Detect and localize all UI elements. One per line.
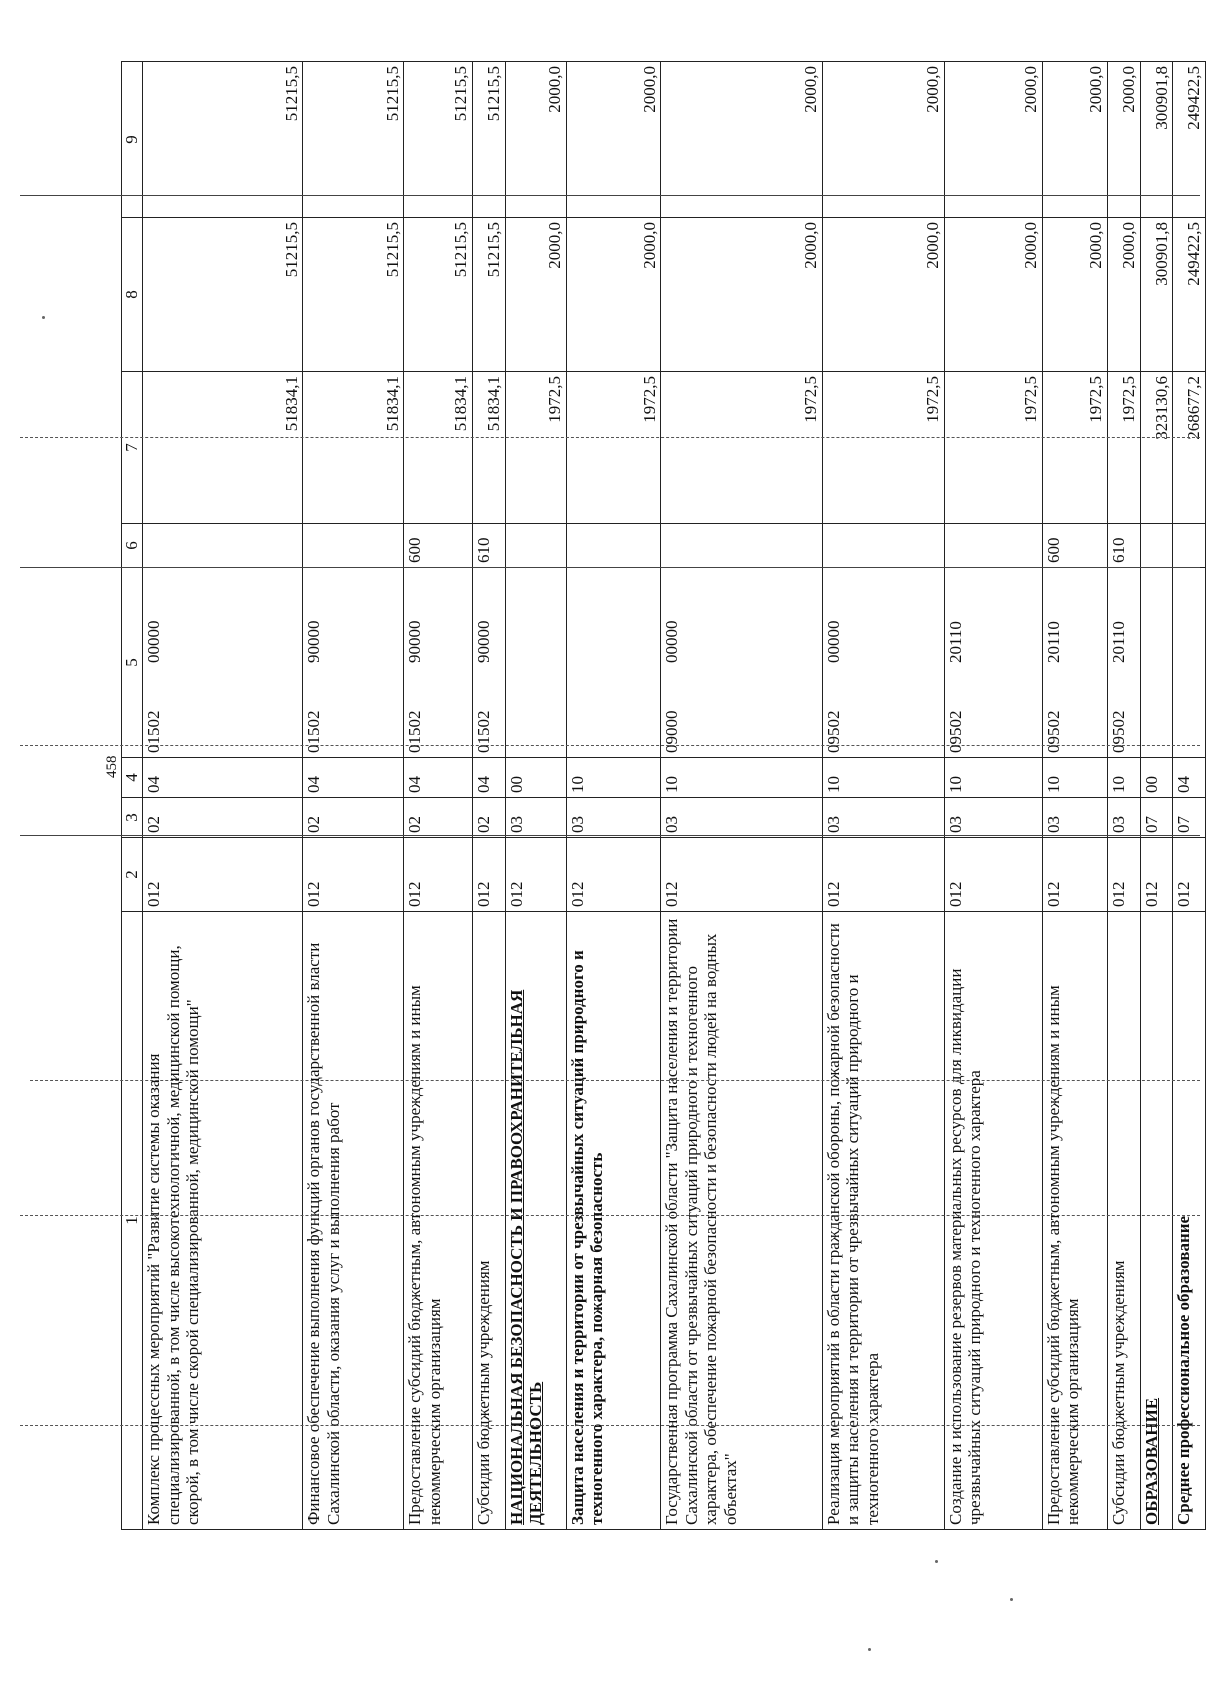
target-program-code: 01502 bbox=[304, 710, 324, 753]
cell-sum-year1: 1972,5 bbox=[566, 372, 661, 524]
scan-artifact-line bbox=[20, 567, 1200, 568]
table-row bbox=[566, 62, 661, 1530]
header-col-7: 7 bbox=[122, 372, 143, 524]
target-direction-code: 90000 bbox=[304, 620, 324, 663]
target-program-code: 01502 bbox=[144, 710, 163, 753]
target-direction-code: 20110 bbox=[945, 621, 965, 663]
cell-sum-year1: 1972,5 bbox=[822, 372, 944, 524]
cell-expense-type bbox=[944, 524, 1042, 568]
cell-sum-year3: 300901,8 bbox=[1140, 62, 1173, 218]
table-row bbox=[1107, 62, 1140, 1530]
cell-sum-year2: 2000,0 bbox=[505, 218, 566, 372]
cell-sum-year1: 1972,5 bbox=[505, 372, 566, 524]
cell-section: 02 bbox=[143, 798, 303, 838]
cell-expense-type bbox=[1173, 524, 1206, 568]
cell-sum-year1: 51834,1 bbox=[143, 372, 303, 524]
cell-target-article bbox=[1140, 568, 1173, 758]
target-program-code: 09000 bbox=[662, 710, 682, 753]
row-name: Субсидии бюджетным учреждениям bbox=[472, 912, 505, 1530]
header-col-6: 6 bbox=[122, 524, 143, 568]
cell-sum-year2: 2000,0 bbox=[1042, 218, 1107, 372]
table-row bbox=[505, 62, 566, 1530]
cell-sum-year3: 2000,0 bbox=[944, 62, 1042, 218]
cell-sum-year2: 2000,0 bbox=[566, 218, 661, 372]
cell-section: 07 bbox=[1140, 798, 1173, 838]
cell-section: 03 bbox=[1042, 798, 1107, 838]
cell-sum-year3: 51215,5 bbox=[404, 62, 473, 218]
cell-target-article bbox=[1042, 568, 1107, 758]
cell-target-article bbox=[404, 568, 473, 758]
table-row bbox=[1042, 62, 1107, 1530]
cell-sum-year1: 1972,5 bbox=[661, 372, 822, 524]
cell-sum-year1: 323130,6 bbox=[1140, 372, 1173, 524]
cell-section: 03 bbox=[944, 798, 1042, 838]
target-direction-code: 00000 bbox=[662, 620, 682, 663]
cell-target-article bbox=[303, 568, 404, 758]
target-program-code: 09502 bbox=[945, 710, 965, 753]
table-row bbox=[472, 62, 505, 1530]
cell-expense-type: 600 bbox=[404, 524, 473, 568]
cell-expense-type bbox=[1140, 524, 1173, 568]
cell-section: 03 bbox=[661, 798, 822, 838]
table-row bbox=[822, 62, 944, 1530]
cell-ministry: 012 bbox=[822, 838, 944, 912]
cell-sum-year1: 1972,5 bbox=[1107, 372, 1140, 524]
cell-subsection: 10 bbox=[944, 758, 1042, 798]
row-name: Комплекс процессных мероприятий "Развитие системы оказания специализированной, в том числе высокотехнологичной, медицинской помощи, скорой, в том числе скорой специализированной, медицинской помощи" bbox=[143, 912, 303, 1530]
scan-speck bbox=[868, 1648, 871, 1651]
scan-speck bbox=[1010, 1598, 1013, 1601]
row-name: Защита населения и территории от чрезвычайных ситуаций природного и техногенного характера, пожарная безопасность bbox=[566, 912, 661, 1530]
header-col-4: 4 bbox=[122, 758, 143, 798]
target-direction-code: 90000 bbox=[473, 620, 493, 663]
cell-expense-type bbox=[822, 524, 944, 568]
cell-expense-type bbox=[505, 524, 566, 568]
cell-target-article bbox=[944, 568, 1042, 758]
target-program-code: 01502 bbox=[405, 710, 425, 753]
page-number: 458 bbox=[104, 755, 120, 778]
table-row bbox=[944, 62, 1042, 1530]
cell-sum-year3: 2000,0 bbox=[566, 62, 661, 218]
cell-target-article bbox=[472, 568, 505, 758]
table-row bbox=[1140, 62, 1173, 1530]
cell-ministry: 012 bbox=[1042, 838, 1107, 912]
cell-sum-year3: 2000,0 bbox=[822, 62, 944, 218]
cell-subsection: 10 bbox=[1042, 758, 1107, 798]
row-name: Предоставление субсидий бюджетным, автономным учреждениям и иным некоммерческим организациям bbox=[1042, 912, 1107, 1530]
cell-subsection: 04 bbox=[303, 758, 404, 798]
cell-sum-year2: 51215,5 bbox=[143, 218, 303, 372]
cell-target-article bbox=[1173, 568, 1206, 758]
cell-subsection: 10 bbox=[1107, 758, 1140, 798]
cell-ministry: 012 bbox=[1107, 838, 1140, 912]
cell-sum-year2: 51215,5 bbox=[404, 218, 473, 372]
target-direction-code: 90000 bbox=[405, 620, 425, 663]
cell-sum-year3: 51215,5 bbox=[143, 62, 303, 218]
row-name: Субсидии бюджетным учреждениям bbox=[1107, 912, 1140, 1530]
cell-section: 07 bbox=[1173, 798, 1206, 838]
cell-section: 03 bbox=[822, 798, 944, 838]
target-direction-code: 00000 bbox=[144, 620, 163, 663]
row-name: Государственная программа Сахалинской области "Защита населения и территории Сахалинской области от чрезвычайных ситуаций природного и техногенного характера, обеспечение пожарной безопасности и безопасности людей на водных объектах" bbox=[661, 912, 822, 1530]
cell-sum-year3: 2000,0 bbox=[661, 62, 822, 218]
cell-sum-year1: 51834,1 bbox=[472, 372, 505, 524]
cell-sum-year2: 51215,5 bbox=[303, 218, 404, 372]
table-row bbox=[1173, 62, 1206, 1530]
header-col-3: 3 bbox=[122, 798, 143, 838]
table-row bbox=[143, 62, 303, 1530]
cell-section: 02 bbox=[404, 798, 473, 838]
cell-target-article bbox=[505, 568, 566, 758]
target-direction-code: 20110 bbox=[1043, 621, 1063, 663]
cell-target-article bbox=[822, 568, 944, 758]
cell-ministry: 012 bbox=[404, 838, 473, 912]
cell-expense-type: 600 bbox=[1042, 524, 1107, 568]
cell-ministry: 012 bbox=[472, 838, 505, 912]
cell-expense-type: 610 bbox=[1107, 524, 1140, 568]
cell-target-article bbox=[661, 568, 822, 758]
scan-artifact-line bbox=[20, 745, 1200, 746]
cell-sum-year1: 51834,1 bbox=[404, 372, 473, 524]
scan-artifact-line bbox=[20, 1425, 1200, 1426]
target-program-code: 09502 bbox=[1108, 710, 1128, 753]
cell-expense-type bbox=[566, 524, 661, 568]
cell-section: 03 bbox=[505, 798, 566, 838]
cell-sum-year2: 2000,0 bbox=[661, 218, 822, 372]
cell-sum-year1: 1972,5 bbox=[944, 372, 1042, 524]
cell-section: 03 bbox=[1107, 798, 1140, 838]
header-col-2: 2 bbox=[122, 838, 143, 912]
header-row bbox=[122, 62, 143, 1530]
cell-subsection: 00 bbox=[1140, 758, 1173, 798]
row-name: Предоставление субсидий бюджетным, автономным учреждениям и иным некоммерческим организациям bbox=[404, 912, 473, 1530]
cell-expense-type bbox=[661, 524, 822, 568]
cell-sum-year2: 300901,8 bbox=[1140, 218, 1173, 372]
table-row bbox=[303, 62, 404, 1530]
target-direction-code: 00000 bbox=[823, 620, 843, 663]
cell-sum-year3: 51215,5 bbox=[472, 62, 505, 218]
header-col-8: 8 bbox=[122, 218, 143, 372]
header-col-5: 5 bbox=[122, 568, 143, 758]
row-name: Финансовое обеспечение выполнения функций органов государственной власти Сахалинской области, оказания услуг и выполнения работ bbox=[303, 912, 404, 1530]
cell-section: 02 bbox=[472, 798, 505, 838]
cell-sum-year2: 2000,0 bbox=[822, 218, 944, 372]
scan-artifact-line bbox=[20, 195, 1200, 196]
target-program-code: 09502 bbox=[823, 710, 843, 753]
cell-subsection: 00 bbox=[505, 758, 566, 798]
target-program-code: 01502 bbox=[473, 710, 493, 753]
cell-sum-year3: 2000,0 bbox=[1042, 62, 1107, 218]
scan-artifact-line bbox=[20, 835, 1200, 836]
cell-sum-year3: 51215,5 bbox=[303, 62, 404, 218]
cell-ministry: 012 bbox=[944, 838, 1042, 912]
cell-ministry: 012 bbox=[505, 838, 566, 912]
target-direction-code: 20110 bbox=[1108, 621, 1128, 663]
cell-ministry: 012 bbox=[566, 838, 661, 912]
cell-section: 03 bbox=[566, 798, 661, 838]
row-name: Создание и использование резервов материальных ресурсов для ликвидации чрезвычайных ситуаций природного и техногенного характера bbox=[944, 912, 1042, 1530]
cell-sum-year3: 2000,0 bbox=[1107, 62, 1140, 218]
cell-sum-year2: 2000,0 bbox=[1107, 218, 1140, 372]
scan-speck bbox=[42, 316, 45, 319]
target-program-code: 09502 bbox=[1043, 710, 1063, 753]
scan-artifact-line bbox=[20, 437, 1200, 438]
cell-sum-year3: 249422,5 bbox=[1173, 62, 1206, 218]
cell-subsection: 10 bbox=[661, 758, 822, 798]
cell-subsection: 10 bbox=[822, 758, 944, 798]
cell-sum-year2: 249422,5 bbox=[1173, 218, 1206, 372]
cell-ministry: 012 bbox=[303, 838, 404, 912]
cell-expense-type bbox=[303, 524, 404, 568]
cell-ministry: 012 bbox=[1140, 838, 1173, 912]
cell-subsection: 04 bbox=[472, 758, 505, 798]
row-name: НАЦИОНАЛЬНАЯ БЕЗОПАСНОСТЬ И ПРАВООХРАНИТЕЛЬНАЯ ДЕЯТЕЛЬНОСТЬ bbox=[505, 912, 566, 1530]
cell-section: 02 bbox=[303, 798, 404, 838]
budget-table bbox=[121, 61, 1206, 1530]
scan-artifact-line bbox=[20, 1215, 1200, 1216]
cell-expense-type bbox=[143, 524, 303, 568]
cell-subsection: 04 bbox=[1173, 758, 1206, 798]
table-row bbox=[661, 62, 822, 1530]
row-name: Среднее профессиональное образование bbox=[1173, 912, 1206, 1530]
cell-target-article bbox=[1107, 568, 1140, 758]
cell-subsection: 04 bbox=[143, 758, 303, 798]
cell-ministry: 012 bbox=[1173, 838, 1206, 912]
cell-ministry: 012 bbox=[143, 838, 303, 912]
cell-sum-year2: 2000,0 bbox=[944, 218, 1042, 372]
table-row bbox=[404, 62, 473, 1530]
cell-sum-year1: 268677,2 bbox=[1173, 372, 1206, 524]
cell-sum-year1: 1972,5 bbox=[1042, 372, 1107, 524]
row-name: ОБРАЗОВАНИЕ bbox=[1140, 912, 1173, 1530]
scan-speck bbox=[935, 1560, 938, 1563]
row-name: Реализация мероприятий в области гражданской обороны, пожарной безопасности и защиты населения и территории от чрезвычайных ситуаций природного и техногенного характера bbox=[822, 912, 944, 1530]
cell-target-article bbox=[143, 568, 303, 758]
cell-target-article bbox=[566, 568, 661, 758]
cell-subsection: 10 bbox=[566, 758, 661, 798]
cell-ministry: 012 bbox=[661, 838, 822, 912]
cell-sum-year2: 51215,5 bbox=[472, 218, 505, 372]
cell-sum-year3: 2000,0 bbox=[505, 62, 566, 218]
scan-artifact-line bbox=[30, 1080, 1200, 1081]
cell-subsection: 04 bbox=[404, 758, 473, 798]
header-col-9: 9 bbox=[122, 62, 143, 218]
cell-expense-type: 610 bbox=[472, 524, 505, 568]
rotated-table-wrapper bbox=[121, 62, 1206, 1530]
cell-sum-year1: 51834,1 bbox=[303, 372, 404, 524]
header-col-1: 1 bbox=[122, 912, 143, 1530]
